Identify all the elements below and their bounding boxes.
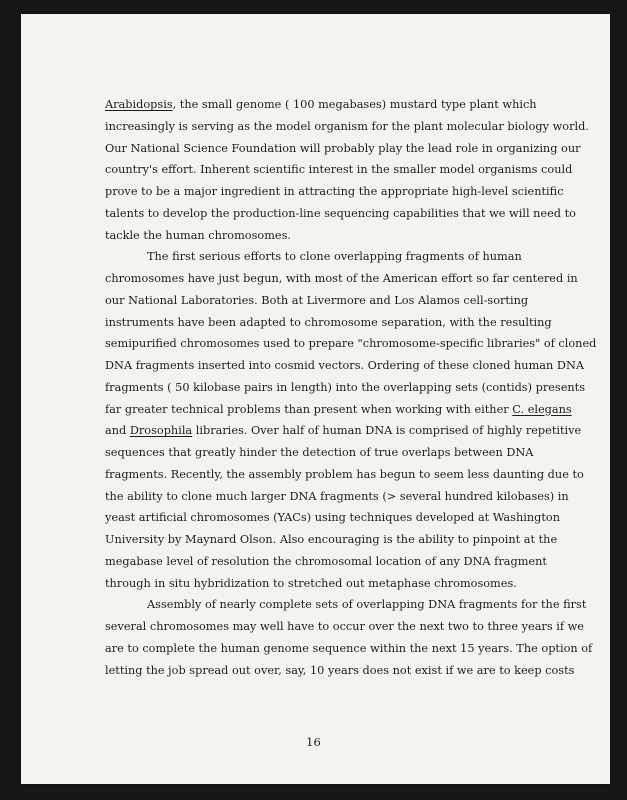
text-line: our National Laboratories. Both at Livermore and Los Alamos cell-sorting — [105, 293, 529, 307]
text-line: Our National Science Foundation will probably play the lead role in organizing our — [105, 141, 581, 155]
text-line: are to complete the human genome sequence within the next 15 years. The option of — [105, 641, 593, 655]
text-line: tackle the human chromosomes. — [105, 228, 291, 242]
text-line: several chromosomes may well have to occur over the next two to three years if we — [105, 620, 584, 633]
text-line: the ability to clone much larger DNA fragments (> several hundred kilobases) in — [105, 489, 569, 503]
text-line: Arabidopsis, the small genome ( 100 megabases) mustard type plant which — [105, 98, 537, 111]
paragraph-1 — [105, 94, 589, 246]
page-number: 16 — [306, 735, 321, 749]
text-line: chromosomes have just begun, with most of the American effort so far centered in — [105, 272, 578, 285]
text-line: University by Maynard Olson. Also encouraging is the ability to pinpoint at the — [105, 533, 558, 546]
text-line: fragments. Recently, the assembly problem has begun to seem less daunting due to — [105, 467, 584, 481]
text-line: far greater technical problems than present when working with either C. elegans — [105, 402, 572, 416]
text-line: DNA fragments inserted into cosmid vectors. Ordering of these cloned human DNA — [105, 359, 584, 372]
text-line: country's effort. Inherent scientific interest in the smaller model organisms could — [105, 163, 573, 177]
text-line: prove to be a major ingredient in attracting the appropriate high-level scientific — [105, 185, 564, 198]
text-line: through in situ hybridization to stretched out metaphase chromosomes. — [105, 576, 517, 590]
text-line: letting the job spread out over, say, 10 years does not exist if we are to keep costs — [105, 663, 575, 677]
species-term: Drosophila — [129, 424, 193, 438]
text-line: The first serious efforts to clone overlapping fragments of human — [147, 250, 522, 264]
text-line: megabase level of resolution the chromosomal location of any DNA fragment — [105, 554, 547, 568]
paragraph-2 — [105, 246, 597, 594]
body-text — [105, 94, 597, 681]
text-line: increasingly is serving as the model organism for the plant molecular biology world. — [105, 119, 589, 133]
text-line: Assembly of nearly complete sets of overlapping DNA fragments for the first — [147, 598, 587, 612]
species-term: C. elegans — [512, 402, 572, 416]
text-line: and Drosophila libraries. Over half of human DNA is comprised of highly repetitive — [105, 424, 582, 438]
paragraph-3 — [105, 594, 593, 681]
text-line: talents to develop the production-line sequencing capabilities that we will need to — [105, 206, 576, 220]
text-line: sequences that greatly hinder the detection of true overlaps between DNA — [105, 446, 534, 459]
species-term: Arabidopsis — [105, 98, 173, 111]
text-line: semipurified chromosomes used to prepare "chromosome-specific libraries" of cloned — [105, 337, 597, 351]
text-line: fragments ( 50 kilobase pairs in length) into the overlapping sets (contids) presents — [105, 380, 586, 394]
text-line: yeast artificial chromosomes (YACs) using techniques developed at Washington — [105, 511, 560, 525]
text-line: instruments have been adapted to chromosome separation, with the resulting — [105, 315, 552, 329]
